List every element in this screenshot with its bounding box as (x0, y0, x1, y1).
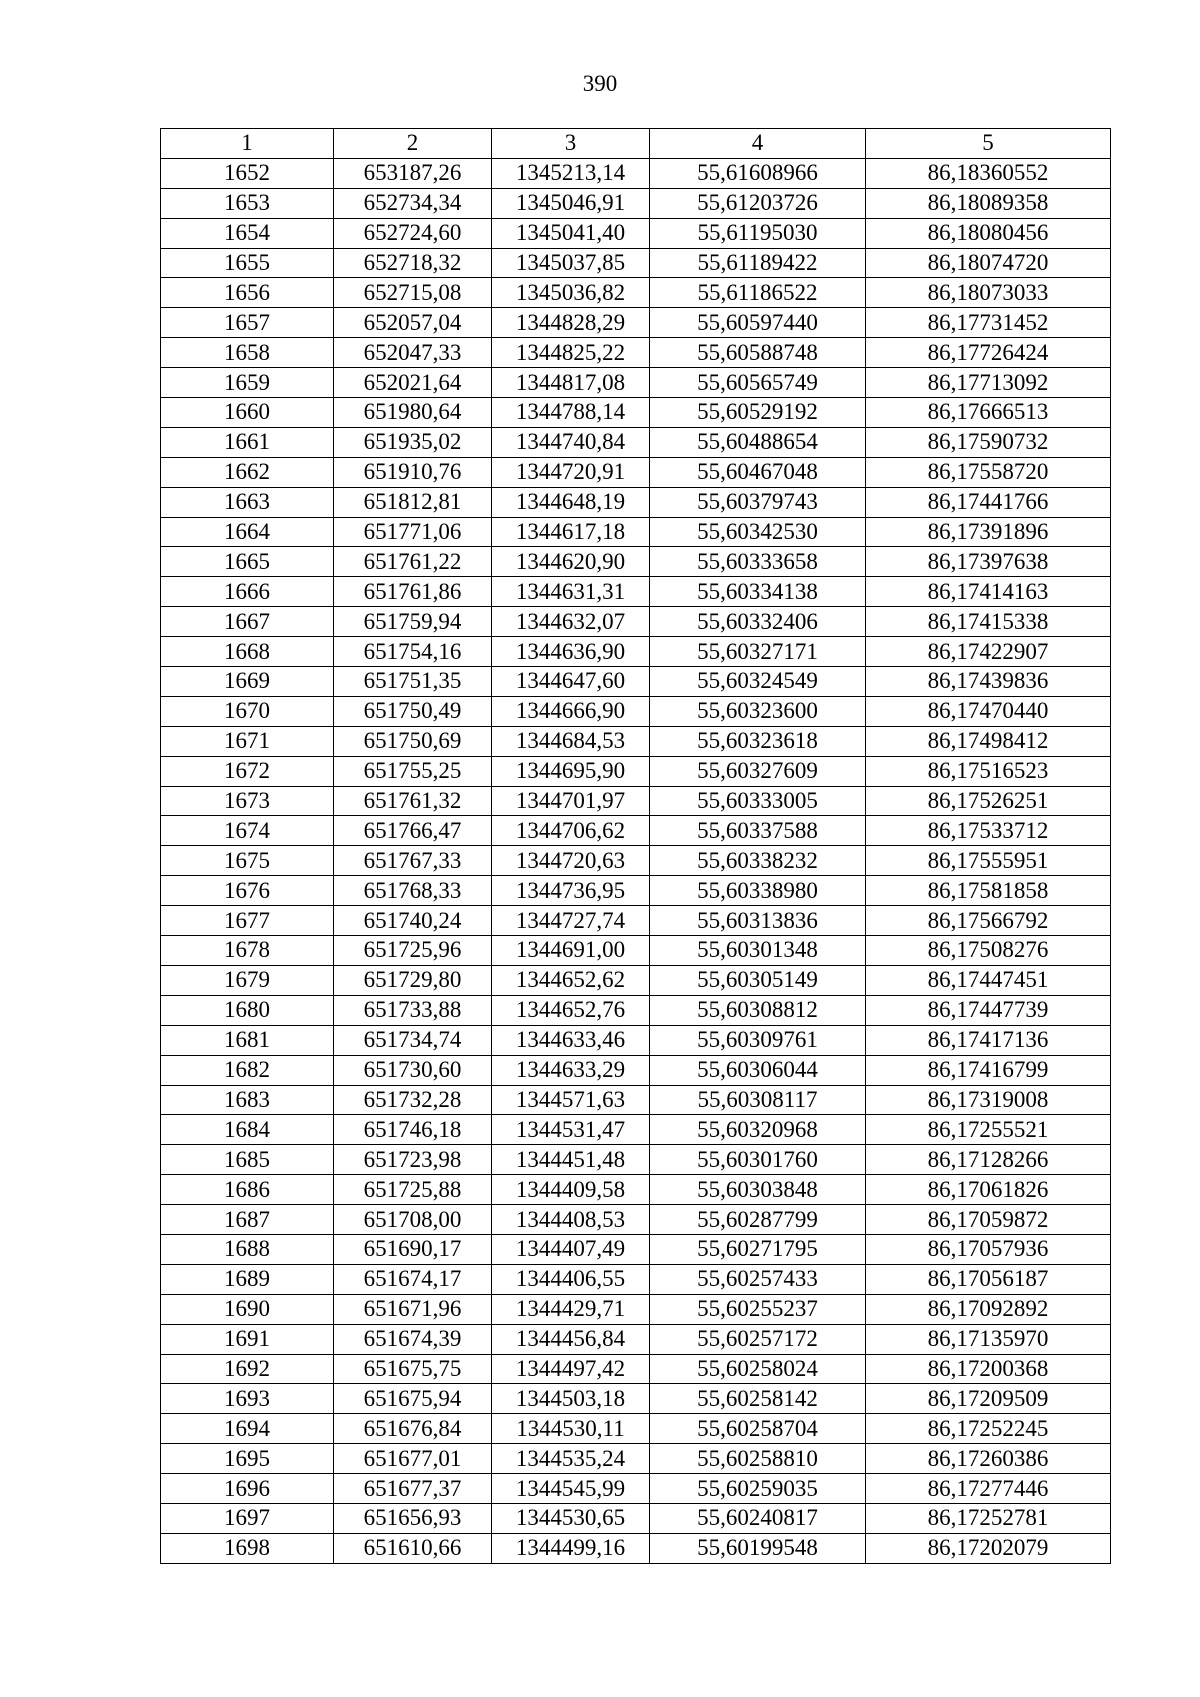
table-cell: 86,17726424 (866, 338, 1111, 368)
table-cell: 1695 (161, 1444, 334, 1474)
table-cell: 86,17415338 (866, 607, 1111, 637)
table-row (161, 995, 1111, 1025)
table-cell: 1344530,11 (492, 1414, 650, 1444)
table-cell: 86,17059872 (866, 1205, 1111, 1235)
table-cell: 1677 (161, 906, 334, 936)
table-cell: 1675 (161, 846, 334, 876)
table-cell: 1672 (161, 756, 334, 786)
table-cell: 1344620,90 (492, 547, 650, 577)
table-cell: 651730,60 (334, 1055, 492, 1085)
table-cell: 1662 (161, 457, 334, 487)
table-cell: 86,17526251 (866, 786, 1111, 816)
table-cell: 86,17057936 (866, 1234, 1111, 1264)
table-cell: 1693 (161, 1384, 334, 1414)
table-cell: 1344429,71 (492, 1294, 650, 1324)
table-cell: 55,61203726 (650, 188, 866, 218)
table-cell: 55,60258810 (650, 1444, 866, 1474)
table-cell: 1679 (161, 965, 334, 995)
table-cell: 1680 (161, 995, 334, 1025)
table-cell: 86,17590732 (866, 427, 1111, 457)
table-cell: 1660 (161, 398, 334, 428)
table-cell: 1690 (161, 1294, 334, 1324)
table-cell: 1344499,16 (492, 1533, 650, 1563)
table-cell: 86,17533712 (866, 816, 1111, 846)
table-cell: 55,60301760 (650, 1145, 866, 1175)
table-cell: 1344706,62 (492, 816, 650, 846)
table-cell: 55,61186522 (650, 278, 866, 308)
table-cell: 55,60199548 (650, 1533, 866, 1563)
table-cell: 1658 (161, 338, 334, 368)
header-cell-1: 1 (161, 129, 334, 159)
header-cell-5: 5 (866, 129, 1111, 159)
table-row (161, 487, 1111, 517)
header-row (161, 129, 1111, 159)
table-cell: 1344531,47 (492, 1115, 650, 1145)
table-cell: 86,17498412 (866, 726, 1111, 756)
table-cell: 55,60259035 (650, 1474, 866, 1504)
table-cell: 1653 (161, 188, 334, 218)
table-cell: 55,60271795 (650, 1234, 866, 1264)
table-cell: 55,60303848 (650, 1175, 866, 1205)
table-cell: 86,17135970 (866, 1324, 1111, 1354)
table-cell: 1657 (161, 308, 334, 338)
table-cell: 652715,08 (334, 278, 492, 308)
table-cell: 1344666,90 (492, 696, 650, 726)
table-cell: 1344788,14 (492, 398, 650, 428)
table-cell: 55,61189422 (650, 248, 866, 278)
table-row (161, 547, 1111, 577)
table-row (161, 726, 1111, 756)
table-cell: 1678 (161, 936, 334, 966)
table-cell: 651771,06 (334, 517, 492, 547)
table-cell: 1344636,90 (492, 637, 650, 667)
table-cell: 651910,76 (334, 457, 492, 487)
table-cell: 1344408,53 (492, 1205, 650, 1235)
table-cell: 1344695,90 (492, 756, 650, 786)
table-cell: 1671 (161, 726, 334, 756)
table-row (161, 876, 1111, 906)
table-row (161, 786, 1111, 816)
table-row (161, 1384, 1111, 1414)
table-cell: 1344648,19 (492, 487, 650, 517)
table-cell: 651761,86 (334, 577, 492, 607)
table-cell: 55,60337588 (650, 816, 866, 846)
table-cell: 86,17713092 (866, 368, 1111, 398)
table-cell: 1689 (161, 1264, 334, 1294)
table-cell: 651723,98 (334, 1145, 492, 1175)
table-cell: 1344740,84 (492, 427, 650, 457)
table-row (161, 278, 1111, 308)
table-cell: 55,61608966 (650, 158, 866, 188)
table-cell: 55,60323618 (650, 726, 866, 756)
table-cell: 1686 (161, 1175, 334, 1205)
table-cell: 55,60327609 (650, 756, 866, 786)
table-cell: 86,18089358 (866, 188, 1111, 218)
table-cell: 651740,24 (334, 906, 492, 936)
table-cell: 651708,00 (334, 1205, 492, 1235)
table-cell: 651767,33 (334, 846, 492, 876)
table-row (161, 816, 1111, 846)
table-cell: 1344720,63 (492, 846, 650, 876)
table-cell: 1666 (161, 577, 334, 607)
table-cell: 55,60338232 (650, 846, 866, 876)
table-cell: 1344825,22 (492, 338, 650, 368)
table-row (161, 1115, 1111, 1145)
table-cell: 1344736,95 (492, 876, 650, 906)
table-cell: 1344727,74 (492, 906, 650, 936)
coordinates-table (160, 128, 1111, 1564)
table-cell: 1682 (161, 1055, 334, 1085)
table-cell: 55,60308812 (650, 995, 866, 1025)
table-cell: 1344720,91 (492, 457, 650, 487)
table-cell: 651733,88 (334, 995, 492, 1025)
table-cell: 86,17061826 (866, 1175, 1111, 1205)
table-cell: 1344406,55 (492, 1264, 650, 1294)
table-cell: 651676,84 (334, 1414, 492, 1444)
table-cell: 1668 (161, 637, 334, 667)
table-cell: 1697 (161, 1503, 334, 1533)
table-row (161, 1175, 1111, 1205)
table-cell: 55,60379743 (650, 487, 866, 517)
table-cell: 1345037,85 (492, 248, 650, 278)
table-cell: 55,60258024 (650, 1354, 866, 1384)
table-cell: 86,17128266 (866, 1145, 1111, 1175)
table-cell: 652724,60 (334, 218, 492, 248)
header-cell-3: 3 (492, 129, 650, 159)
table-cell: 1345041,40 (492, 218, 650, 248)
table-cell: 651754,16 (334, 637, 492, 667)
table-cell: 651725,88 (334, 1175, 492, 1205)
table-row (161, 1055, 1111, 1085)
table-row (161, 846, 1111, 876)
table-cell: 55,60258704 (650, 1414, 866, 1444)
table-cell: 652734,34 (334, 188, 492, 218)
table-row (161, 1444, 1111, 1474)
table-row (161, 1294, 1111, 1324)
table-cell: 651734,74 (334, 1025, 492, 1055)
table-cell: 86,17260386 (866, 1444, 1111, 1474)
table-cell: 86,17092892 (866, 1294, 1111, 1324)
table-cell: 651755,25 (334, 756, 492, 786)
table-cell: 86,17209509 (866, 1384, 1111, 1414)
table-cell: 651725,96 (334, 936, 492, 966)
table-cell: 86,17508276 (866, 936, 1111, 966)
table-cell: 652718,32 (334, 248, 492, 278)
table-cell: 86,18080456 (866, 218, 1111, 248)
table-cell: 651610,66 (334, 1533, 492, 1563)
table-cell: 86,17252781 (866, 1503, 1111, 1533)
table-cell: 55,60324549 (650, 667, 866, 697)
table-cell: 86,17447739 (866, 995, 1111, 1025)
table-cell: 55,60257172 (650, 1324, 866, 1354)
table-cell: 1344691,00 (492, 936, 650, 966)
table-cell: 1664 (161, 517, 334, 547)
table-cell: 1344631,31 (492, 577, 650, 607)
table-cell: 652057,04 (334, 308, 492, 338)
table-cell: 86,17255521 (866, 1115, 1111, 1145)
table-cell: 1344409,58 (492, 1175, 650, 1205)
table-cell: 55,60258142 (650, 1384, 866, 1414)
table-cell: 55,60342530 (650, 517, 866, 547)
table-cell: 1667 (161, 607, 334, 637)
table-cell: 1656 (161, 278, 334, 308)
header-cell-2: 2 (334, 129, 492, 159)
table-cell: 1344530,65 (492, 1503, 650, 1533)
table-cell: 86,17581858 (866, 876, 1111, 906)
table-row (161, 696, 1111, 726)
table-cell: 1344701,97 (492, 786, 650, 816)
table-row (161, 577, 1111, 607)
table-cell: 651677,01 (334, 1444, 492, 1474)
table-cell: 86,17666513 (866, 398, 1111, 428)
table-cell: 86,17397638 (866, 547, 1111, 577)
table-cell: 651677,37 (334, 1474, 492, 1504)
table-row (161, 1205, 1111, 1235)
table-row (161, 1145, 1111, 1175)
table-cell: 55,60332406 (650, 607, 866, 637)
table-cell: 55,60323600 (650, 696, 866, 726)
table-cell: 1683 (161, 1085, 334, 1115)
table-cell: 1694 (161, 1414, 334, 1444)
table-cell: 86,17414163 (866, 577, 1111, 607)
table-cell: 1344497,42 (492, 1354, 650, 1384)
table-cell: 1652 (161, 158, 334, 188)
table-cell: 651656,93 (334, 1503, 492, 1533)
table-cell: 1654 (161, 218, 334, 248)
table-cell: 1345213,14 (492, 158, 650, 188)
table-cell: 651675,75 (334, 1354, 492, 1384)
table-row (161, 338, 1111, 368)
table-cell: 1344652,62 (492, 965, 650, 995)
table-header (161, 129, 1111, 159)
table-cell: 1344828,29 (492, 308, 650, 338)
table-cell: 55,60597440 (650, 308, 866, 338)
table-cell: 651729,80 (334, 965, 492, 995)
table-cell: 1344652,76 (492, 995, 650, 1025)
table-cell: 1663 (161, 487, 334, 517)
table-cell: 651768,33 (334, 876, 492, 906)
table-cell: 1344451,48 (492, 1145, 650, 1175)
table-cell: 86,17516523 (866, 756, 1111, 786)
table-cell: 651750,69 (334, 726, 492, 756)
table-cell: 651746,18 (334, 1115, 492, 1145)
table-row (161, 1474, 1111, 1504)
table-cell: 55,60301348 (650, 936, 866, 966)
table-cell: 86,17447451 (866, 965, 1111, 995)
table-cell: 651675,94 (334, 1384, 492, 1414)
header-cell-4: 4 (650, 129, 866, 159)
table-body (161, 158, 1111, 1563)
table-cell: 1655 (161, 248, 334, 278)
table-row (161, 607, 1111, 637)
table-cell: 651812,81 (334, 487, 492, 517)
table-cell: 1685 (161, 1145, 334, 1175)
table-cell: 1344633,46 (492, 1025, 650, 1055)
table-cell: 86,17416799 (866, 1055, 1111, 1085)
table-cell: 86,17731452 (866, 308, 1111, 338)
table-cell: 1344817,08 (492, 368, 650, 398)
table-row (161, 1234, 1111, 1264)
table-cell: 55,60287799 (650, 1205, 866, 1235)
table-cell: 1344407,49 (492, 1234, 650, 1264)
table-cell: 652021,64 (334, 368, 492, 398)
table-cell: 1659 (161, 368, 334, 398)
table-cell: 86,17441766 (866, 487, 1111, 517)
table-row (161, 1025, 1111, 1055)
table-cell: 1669 (161, 667, 334, 697)
table-cell: 55,60333005 (650, 786, 866, 816)
table-cell: 55,60309761 (650, 1025, 866, 1055)
table-cell: 651759,94 (334, 607, 492, 637)
table-cell: 86,17422907 (866, 637, 1111, 667)
table-cell: 86,18073033 (866, 278, 1111, 308)
table-cell: 86,17319008 (866, 1085, 1111, 1115)
table-cell: 1344633,29 (492, 1055, 650, 1085)
table-cell: 55,60313836 (650, 906, 866, 936)
table-cell: 1344617,18 (492, 517, 650, 547)
table-cell: 651732,28 (334, 1085, 492, 1115)
table-cell: 86,17555951 (866, 846, 1111, 876)
table-cell: 1681 (161, 1025, 334, 1055)
table-cell: 1665 (161, 547, 334, 577)
table-row (161, 517, 1111, 547)
table-row (161, 756, 1111, 786)
table-cell: 1688 (161, 1234, 334, 1264)
table-cell: 1344503,18 (492, 1384, 650, 1414)
table-cell: 86,17252245 (866, 1414, 1111, 1444)
table-cell: 55,60529192 (650, 398, 866, 428)
table-cell: 86,17439836 (866, 667, 1111, 697)
table-cell: 55,60327171 (650, 637, 866, 667)
table-cell: 86,17056187 (866, 1264, 1111, 1294)
table-cell: 86,17470440 (866, 696, 1111, 726)
table-cell: 1691 (161, 1324, 334, 1354)
table-row (161, 427, 1111, 457)
table-cell: 86,17566792 (866, 906, 1111, 936)
table-cell: 55,60467048 (650, 457, 866, 487)
table-cell: 55,60588748 (650, 338, 866, 368)
table-cell: 651750,49 (334, 696, 492, 726)
table-cell: 1344545,99 (492, 1474, 650, 1504)
table-cell: 86,17558720 (866, 457, 1111, 487)
table-cell: 55,60306044 (650, 1055, 866, 1085)
table-cell: 1687 (161, 1205, 334, 1235)
table-cell: 1344535,24 (492, 1444, 650, 1474)
table-cell: 651766,47 (334, 816, 492, 846)
table-cell: 1696 (161, 1474, 334, 1504)
table-row (161, 936, 1111, 966)
table-cell: 1344684,53 (492, 726, 650, 756)
table-cell: 55,60334138 (650, 577, 866, 607)
table-cell: 1344456,84 (492, 1324, 650, 1354)
table-cell: 86,18360552 (866, 158, 1111, 188)
table-row (161, 1414, 1111, 1444)
table-row (161, 188, 1111, 218)
table-cell: 1344632,07 (492, 607, 650, 637)
table-cell: 86,18074720 (866, 248, 1111, 278)
table-row (161, 1503, 1111, 1533)
table-cell: 651751,35 (334, 667, 492, 697)
table-cell: 1344571,63 (492, 1085, 650, 1115)
table-row (161, 457, 1111, 487)
table-cell: 86,17277446 (866, 1474, 1111, 1504)
table-cell: 651674,17 (334, 1264, 492, 1294)
table-cell: 1673 (161, 786, 334, 816)
table-cell: 55,60565749 (650, 368, 866, 398)
table-row (161, 906, 1111, 936)
page-number: 390 (582, 71, 618, 96)
table-cell: 1661 (161, 427, 334, 457)
table-cell: 55,60255237 (650, 1294, 866, 1324)
table-row (161, 637, 1111, 667)
table-row (161, 368, 1111, 398)
table-cell: 1684 (161, 1115, 334, 1145)
table-cell: 651761,22 (334, 547, 492, 577)
table-cell: 653187,26 (334, 158, 492, 188)
table-row (161, 1264, 1111, 1294)
table-cell: 55,60308117 (650, 1085, 866, 1115)
table-cell: 55,61195030 (650, 218, 866, 248)
table-cell: 1698 (161, 1533, 334, 1563)
table-row (161, 308, 1111, 338)
table-cell: 55,60338980 (650, 876, 866, 906)
table-cell: 55,60320968 (650, 1115, 866, 1145)
table-cell: 86,17417136 (866, 1025, 1111, 1055)
table-row (161, 667, 1111, 697)
table-row (161, 248, 1111, 278)
table-cell: 1676 (161, 876, 334, 906)
table-cell: 1345046,91 (492, 188, 650, 218)
table-cell: 1345036,82 (492, 278, 650, 308)
table-row (161, 158, 1111, 188)
table-cell: 1344647,60 (492, 667, 650, 697)
table-cell: 55,60488654 (650, 427, 866, 457)
table-row (161, 1324, 1111, 1354)
table-cell: 1692 (161, 1354, 334, 1384)
table-cell: 652047,33 (334, 338, 492, 368)
table-cell: 86,17391896 (866, 517, 1111, 547)
table-cell: 651980,64 (334, 398, 492, 428)
table-cell: 86,17200368 (866, 1354, 1111, 1384)
table-row (161, 218, 1111, 248)
table-cell: 1670 (161, 696, 334, 726)
table-cell: 55,60240817 (650, 1503, 866, 1533)
table-row (161, 1354, 1111, 1384)
table-cell: 651674,39 (334, 1324, 492, 1354)
table-row (161, 1533, 1111, 1563)
table-cell: 651690,17 (334, 1234, 492, 1264)
table-cell: 651761,32 (334, 786, 492, 816)
table-row (161, 965, 1111, 995)
table-cell: 55,60305149 (650, 965, 866, 995)
table-cell: 651671,96 (334, 1294, 492, 1324)
table-cell: 651935,02 (334, 427, 492, 457)
table-cell: 55,60257433 (650, 1264, 866, 1294)
table-row (161, 398, 1111, 428)
table-cell: 86,17202079 (866, 1533, 1111, 1563)
table-cell: 1674 (161, 816, 334, 846)
table-cell: 55,60333658 (650, 547, 866, 577)
table-row (161, 1085, 1111, 1115)
